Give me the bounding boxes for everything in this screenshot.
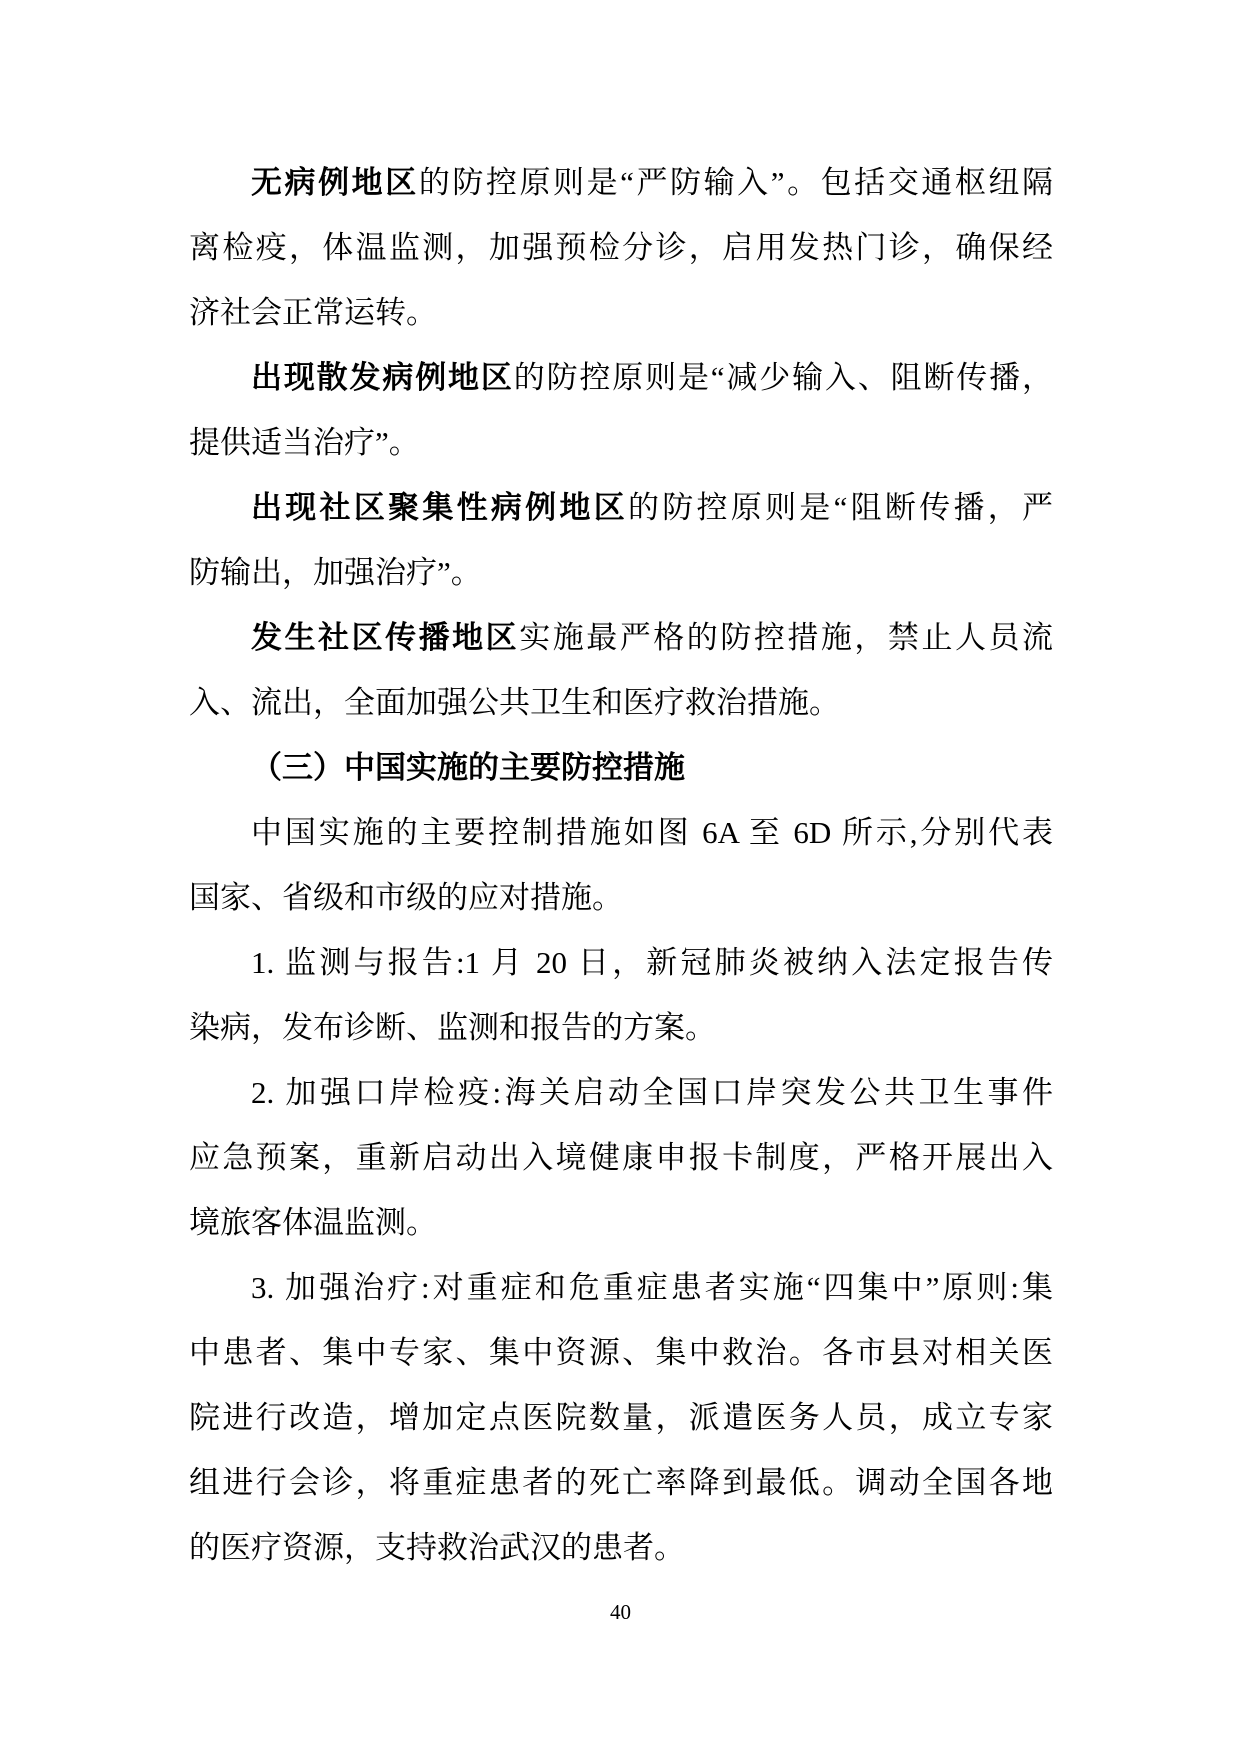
text-line (189, 995, 1053, 1060)
text-line (189, 475, 1053, 540)
text-line (189, 800, 1053, 865)
text-line (189, 215, 1053, 280)
text-line (189, 345, 1053, 410)
text-line (189, 1255, 1053, 1320)
text-run: 的医疗资源，支持救治武汉的患者。 (189, 1530, 685, 1565)
text-line (189, 150, 1053, 215)
text-run: 应急预案，重新启动出入境健康申报卡制度，严格开展出入 (189, 1140, 1053, 1175)
text-line (189, 1190, 1053, 1255)
text-run: 济社会正常运转。 (189, 295, 437, 330)
text-run: 国家、省级和市级的应对措施。 (189, 880, 623, 915)
text-line (189, 410, 1053, 475)
text-run: 的防控原则是“减少输入、阻断传播， (513, 360, 1053, 395)
page-number: 40 (610, 1600, 631, 1624)
text-run: 院进行改造，增加定点医院数量，派遣医务人员，成立专家 (189, 1400, 1053, 1435)
text-line (189, 540, 1053, 605)
text-line (189, 670, 1053, 735)
text-run: 染病，发布诊断、监测和报告的方案。 (189, 1010, 716, 1045)
text-run: 中患者、集中专家、集中资源、集中救治。各市县对相关医 (189, 1335, 1053, 1370)
text-run: 3. 加强治疗:对重症和危重症患者实施“四集中”原则:集 (251, 1270, 1053, 1305)
text-run: 离检疫，体温监测，加强预检分诊，启用发热门诊，确保经 (189, 230, 1053, 265)
text-run: 1. 监测与报告:1 月 20 日，新冠肺炎被纳入法定报告传 (251, 945, 1053, 980)
text-run: 组进行会诊，将重症患者的死亡率降到最低。调动全国各地 (189, 1465, 1053, 1500)
bold-text-run: 无病例地区 (251, 165, 419, 200)
bold-text-run: 出现散发病例地区 (251, 360, 514, 395)
text-line (189, 1125, 1053, 1190)
text-run: 境旅客体温监测。 (189, 1205, 437, 1240)
text-run: 的防控原则是“阻断传播，严 (627, 490, 1053, 525)
text-line (189, 280, 1053, 345)
text-line (189, 1320, 1053, 1385)
text-line (189, 865, 1053, 930)
bold-text-run: （三）中国实施的主要防控措施 (251, 750, 685, 785)
text-run: 提供适当治疗”。 (189, 425, 420, 460)
text-block (189, 150, 1053, 1580)
text-run: 中国实施的主要控制措施如图 6A 至 6D 所示,分别代表 (251, 815, 1053, 850)
bold-text-run: 发生社区传播地区 (251, 620, 520, 655)
text-run: 防输出，加强治疗”。 (189, 555, 482, 590)
bold-text-run: 出现社区聚集性病例地区 (251, 490, 628, 525)
text-run: 2. 加强口岸检疫:海关启动全国口岸突发公共卫生事件 (251, 1075, 1053, 1110)
text-line (189, 1060, 1053, 1125)
text-line (189, 1385, 1053, 1450)
text-line (189, 605, 1053, 670)
text-line (189, 1515, 1053, 1580)
text-line (189, 930, 1053, 995)
text-run: 的防控原则是“严防输入”。包括交通枢纽隔 (418, 165, 1053, 200)
section-heading (189, 735, 1053, 800)
text-line (189, 1450, 1053, 1515)
text-run: 实施最严格的防控措施，禁止人员流 (519, 620, 1054, 655)
text-run: 入、流出，全面加强公共卫生和医疗救治措施。 (189, 685, 840, 720)
